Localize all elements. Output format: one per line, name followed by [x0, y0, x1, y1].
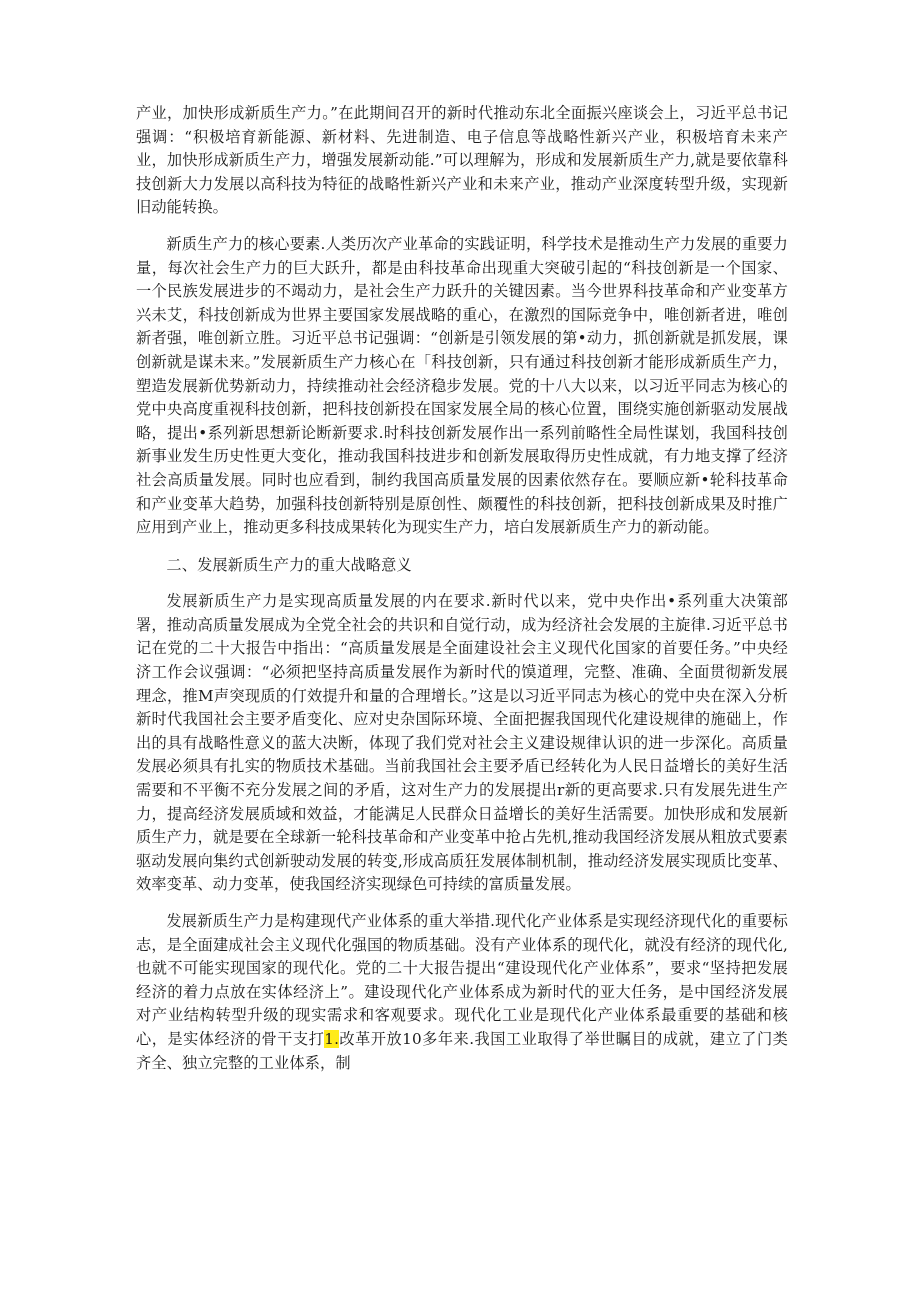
paragraph-core-elements: 新质生产力的核心要素.人类历次产业革命的实践证明，科学技术是推动生产力发展的重要力量，每次社会生产力的巨大跃升，都是由科技革命出现重大突破引起的“科技创新是一个国家、一个民族发展进步的不竭动力，是社会生产力跃升的关键因素。当今世界科技革命和产业变革方兴未艾，科技创新成为世界主要国家发展战略的重心，在激烈的国际竞争中，唯创新者进，唯创新者强，唯创新立胜。习近平总书记强调：“创新是引领发展的第•动力，抓创新就是抓发展，课创新就是谋未来。”发展新质生产力核心在「科技创新，只有通过科技创新才能形成新质生产力，塑造发展新优势新动力，持续推动社会经济稳步发展。党的十八大以来，以习近平同志为核心的党中央高度重视科技创新，把科技创新投在国家发展全局的核心位置，围绕实施创新驱动发展战略，提出•系列新思想新论断新要求.时科技创新发展作出一系列前略性全局性谋划，我国科技创新事业发生历史性更大变化，推动我国科技进步和创新发展取得历史性成就，有力地支撑了经济社会高质量发展。同时也应看到，制约我国高质量发展的因素依然存在。要顺应新•轮科技革命和产业变革大趋势，加强科技创新特别是原创性、颇覆性的科技创新，把科技创新成果及时推广应用到产业上，推动更多科技成果转化为现实生产力，培白发展新质生产力的新动能。: [136, 234, 788, 537]
paragraph-continuation: 产业，加快形成新质生产力。”在此期间召开的新时代推动东北全面振兴座谈会上，习近平总书记强调：“积极培育新能源、新材料、先进制造、电子信息等战略性新兴产业，积极培育未来产业，加快形成新质生产力，增强发展新动能.”可以理解为，形成和发展新质生产力,就是要依靠科技创新大力发展以高科技为特征的战略性新兴产业和未来产业，推动产业深度转型升级，实现新旧动能转换。: [136, 104, 788, 217]
paragraph-text-before-highlight: 发展新质生产力是构建现代产业体系的重大举措.现代化产业体系是实现经济现代化的重要标志，是全面建成社会主义现代化强国的物质基础。没有产业体系的现代化，就没有经济的现代化,也就不可能实现国家的现代化。党的二十大报告提出“建设现代化产业体系”，要求“坚持把发展经济的着力点放在实体经济上”。建设现代化产业体系成为新时代的亚大任务，是中国经济发展对产业结构转型升级的现实需求和客观要求。现代化工业是现代化产业体系最重要的基础和核心，是实体经济的骨干支打: [136, 912, 788, 1048]
highlighted-text: 1.: [324, 1029, 340, 1048]
paragraph-modern-industry-system: [136, 910, 788, 1075]
document-page: [136, 102, 788, 1075]
paragraph-high-quality-development: 发展新质生产力是实现高质量发展的内在要求.新时代以来，党中央作出•系列重大决策部署，推动高质量发展成为全党全社会的共识和自觉行动，成为经济社会发展的主旋律.习近平总书记在党的二十大报告中指出：“高质量发展是全面建设社会主义现代化国家的首要任务。”中央经济工作会议强调：“必须把坚持高质量发展作为新时代的馍道理，完整、准确、全面贯彻新发展理念，推M声突现质的仃效提升和量的合理增长。”这是以习近平同志为核心的党中央在深入分析新时代我国社会主要矛盾变化、应对史杂国际环境、全面把握我国现代化建设规律的施础上，作出的具有战略性意义的蓝大决断，体现了我们党对社会主义建设规律认识的进一步深化。高质量发展必须具有扎实的物质技术基础。当前我国社会主要矛盾已经转化为人民日益增长的美好生活需要和不平衡不充分发展之间的矛盾，这对生产力的发展提出r新的更高要求.只有发展先进生产力，提高经济发展质域和效益，才能满足人民群众日益增长的美好生活需要。加快形成和发展新质生产力，就是要在全球新一轮科技革命和产业变革中抢占先机,推动我国经济发展从粗放式要素驱动发展向集约式创新驶动发展的转变,形成高质狂发展体制机制，推动经济发展实现质比变革、效率变革、动力变革，使我国经济实现绿色可持续的富质量发展。: [136, 592, 788, 894]
paragraph-text-after-highlight: 改革开放10多年来.我国工业取得了举世瞩目的成就，建立了门类齐全、独立完整的工业体系，制: [136, 1029, 788, 1072]
section-heading: 二、发展新质生产力的重大战略意义: [166, 555, 412, 574]
